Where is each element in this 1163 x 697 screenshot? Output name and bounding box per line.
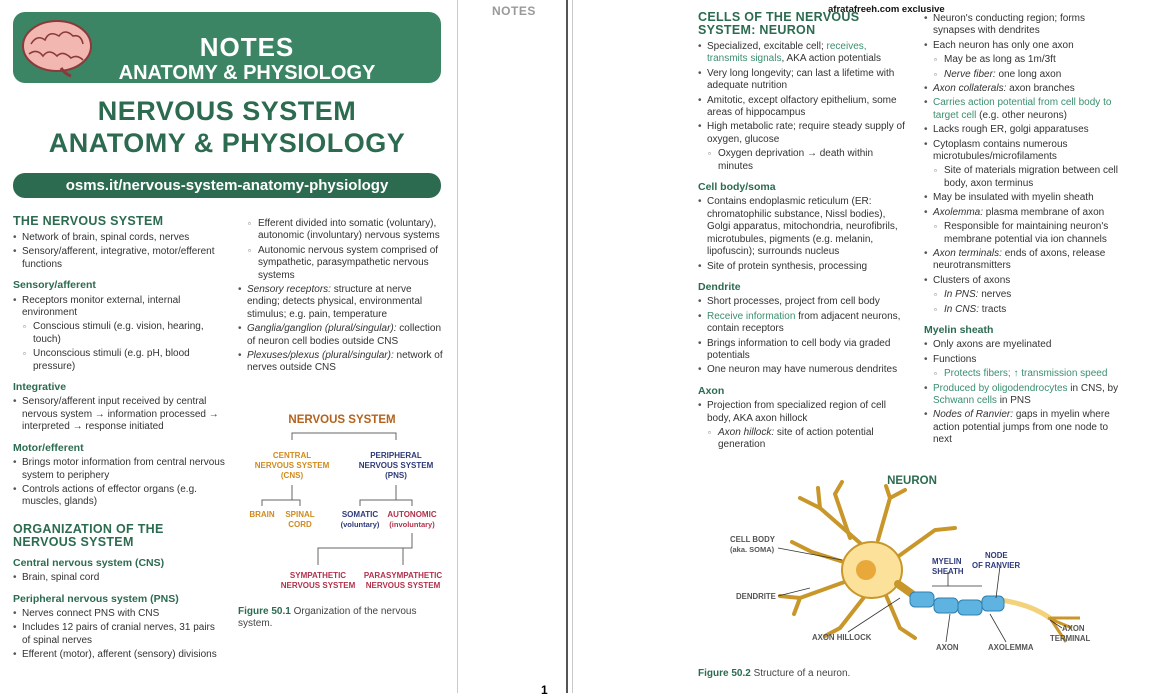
svg-text:TERMINAL: TERMINAL: [1050, 634, 1091, 643]
node-cns: CENTRAL: [272, 451, 312, 460]
svg-text:(aka. SOMA): (aka. SOMA): [730, 545, 775, 554]
label-node-ranvier: NODE: [985, 551, 1008, 560]
left-column-1: [13, 215, 225, 664]
list-item: • Projection from specialized region of cell body, AKA axon hillock: [698, 400, 906, 425]
list-item: • Axolemma: plasma membrane of axon: [924, 207, 1124, 219]
list-item: • Brain, spinal cord: [13, 572, 225, 584]
list-item: • Site of protein synthesis, processing: [698, 261, 906, 273]
svg-text:CORD: CORD: [288, 520, 312, 529]
svg-text:NERVOUS SYSTEM: NERVOUS SYSTEM: [280, 581, 356, 590]
svg-text:NERVOUS SYSTEM: NERVOUS SYSTEM: [254, 461, 330, 470]
svg-text:NERVOUS SYSTEM: NERVOUS SYSTEM: [358, 461, 434, 470]
list-item: • Functions: [924, 354, 1124, 366]
list-item: • Sensory/afferent input received by central nervous system → information processed → interpreted → response initiated: [13, 396, 225, 433]
left-column-2: [238, 218, 444, 377]
list-item: • Lacks rough ER, golgi apparatuses: [924, 124, 1124, 136]
heading-organization: ORGANIZATION OF THE NERVOUS SYSTEM: [13, 521, 164, 549]
list-item: • High metabolic rate; require steady supply of oxygen, glucose: [698, 121, 906, 146]
svg-text:(voluntary): (voluntary): [340, 520, 380, 529]
svg-text:OF RANVIER: OF RANVIER: [972, 561, 1021, 570]
svg-text:(PNS): (PNS): [385, 471, 407, 480]
svg-text:(involuntary): (involuntary): [389, 520, 435, 529]
figure-50-1-caption: Figure 50.1 Organization of the nervous system.: [238, 606, 417, 629]
heading-myelin: Myelin sheath: [924, 323, 994, 336]
heading-pns: Peripheral nervous system (PNS): [13, 592, 179, 605]
list-item: • Includes 12 pairs of cranial nerves, 31 pairs of spinal nerves: [13, 622, 225, 647]
heading-sensory: Sensory/afferent: [13, 279, 96, 292]
list-item: ▫ Responsible for maintaining neuron's membrane potential via ion channels: [924, 221, 1124, 246]
list-item: ▫ Efferent divided into somatic (voluntary), autonomic (involuntary) nervous systems: [238, 218, 444, 243]
myelin-sheath-shape: [910, 592, 1004, 615]
list-item: ▫ In CNS: tracts: [924, 304, 1124, 316]
svg-text:SHEATH: SHEATH: [932, 567, 964, 576]
svg-text:(CNS): (CNS): [280, 471, 304, 480]
list-item: ▫ Autonomic nervous system comprised of sympathetic, parasympathetic nervous systems: [238, 245, 444, 282]
list-item: • Amitotic, except olfactory epithelium, some areas of hippocampus: [698, 95, 906, 120]
list-item: • Controls actions of effector organs (e.g. muscles, glands): [13, 484, 225, 509]
list-item: • Specialized, excitable cell; receives, transmits signals, AKA action potentials: [698, 41, 906, 66]
term: Ganglia/ganglion (plural/singular):: [247, 323, 397, 335]
list-item: ▫ Conscious stimuli (e.g. vision, hearing, touch): [13, 321, 225, 346]
list-item: • Neuron's conducting region; forms synapses with dendrites: [924, 13, 1124, 38]
book-spine: [566, 0, 568, 693]
node-brain: BRAIN: [249, 510, 275, 519]
term: Plexuses/plexus (plural/singular):: [247, 350, 394, 362]
list-item: • Receptors monitor external, internal environment: [13, 295, 225, 320]
nervous-system-diagram: [238, 405, 448, 595]
list-item: ▫ May be as long as 1m/3ft: [924, 54, 1124, 66]
list-item: • Network of brain, spinal cords, nerves: [13, 232, 225, 244]
side-notes-label: NOTES: [492, 4, 536, 18]
right-column-2: [924, 13, 1124, 449]
heading-dendrite: Dendrite: [698, 280, 741, 293]
list-item: • Contains endoplasmic reticulum (ER: chromatophilic substance, Nissl bodies), Golgi apparatus, mitochondria, neurofibrils, microtubules, pigments (e.g. melanin, lipofuscin); surrounds nucleus: [698, 196, 906, 258]
page-divider: [572, 0, 573, 693]
list-item: • Axon terminals: ends of axons, release neurotransmitters: [924, 248, 1124, 273]
list-item: ▫ Nerve fiber: one long axon: [924, 69, 1124, 81]
list-item: ▫ In PNS: nerves: [924, 289, 1124, 301]
node-pns: PERIPHERAL: [370, 451, 422, 460]
label-cell-body: CELL BODY: [730, 535, 775, 544]
page-title-line1: NERVOUS SYSTEM: [97, 96, 357, 126]
list-item: • Short processes, project from cell body: [698, 296, 906, 308]
node-sympathetic: SYMPATHETIC: [289, 571, 347, 580]
heading-cells: CELLS OF THE NERVOUS SYSTEM: NEURON: [698, 10, 860, 37]
label-axon: AXON: [936, 643, 959, 652]
list-item: • Produced by oligodendrocytes in CNS, by Schwann cells in PNS: [924, 383, 1124, 408]
term: Sensory receptors:: [247, 284, 331, 296]
list-item: • Each neuron has only one axon: [924, 40, 1124, 52]
list-item: • Receive information from adjacent neurons, contain receptors: [698, 311, 906, 336]
nucleus-shape: [856, 560, 876, 580]
right-column-1: [698, 11, 906, 454]
heading-integrative: Integrative: [13, 381, 67, 394]
list-item: • Carries action potential from cell body to target cell (e.g. other neurons): [924, 97, 1124, 122]
osmosis-url-link[interactable]: osms.it/nervous-system-anatomy-physiology: [13, 173, 441, 198]
diagram-title: NERVOUS SYSTEM: [288, 414, 396, 426]
list-item: • Nerves connect PNS with CNS: [13, 608, 225, 620]
heading-axon: Axon: [698, 384, 725, 397]
list-item: • Nodes of Ranvier: gaps in myelin where action potential jumps from one node to next: [924, 409, 1124, 446]
list-item: • Sensory/afferent, integrative, motor/efferent functions: [13, 246, 225, 271]
page-title-line2: ANATOMY & PHYSIOLOGY: [48, 128, 406, 158]
list-item: • One neuron may have numerous dendrites: [698, 364, 906, 376]
list-item: • Ganglia/ganglion (plural/singular): collection of neuron cell bodies outside CNS: [238, 323, 444, 348]
list-item: • Sensory receptors: structure at nerve ending; detects physical, environmental stimulus; e.g. pain, temperature: [238, 284, 444, 321]
list-item: • Cytoplasm contains numerous microtubules/microfilaments: [924, 139, 1124, 164]
label-axon-terminal: AXON: [1062, 624, 1085, 633]
figure-50-2-caption: Figure 50.2 Structure of a neuron.: [698, 668, 851, 679]
neuron-diagram: [700, 468, 1120, 658]
list-item: • May be insulated with myelin sheath: [924, 192, 1124, 204]
heading-motor: Motor/efferent: [13, 441, 84, 454]
heading-nervous-system: THE NERVOUS SYSTEM: [13, 214, 164, 228]
watermark: afratafreeh.com exclusive: [828, 4, 945, 15]
list-item: • Brings information to cell body via graded potentials: [698, 338, 906, 363]
banner-title: NOTES: [199, 32, 295, 62]
list-item: ▫ Axon hillock: site of action potential generation: [698, 427, 906, 452]
list-item: ▫ Site of materials migration between cell body, axon terminus: [924, 165, 1124, 190]
list-item: • Only axons are myelinated: [924, 339, 1124, 351]
heading-cns: Central nervous system (CNS): [13, 556, 165, 569]
list-item: • Very long longevity; can last a lifetime with adequate nutrition: [698, 68, 906, 93]
label-myelin-sheath: MYELIN: [932, 557, 962, 566]
banner-subtitle: ANATOMY & PHYSIOLOGY: [118, 62, 376, 84]
list-item: ▫ Unconscious stimuli (e.g. pH, blood pressure): [13, 348, 225, 373]
axon-hillock-shape: [898, 584, 912, 594]
list-item: • Brings motor information from central nervous system to periphery: [13, 457, 225, 482]
page-divider: [457, 0, 458, 693]
node-spinal-cord: SPINAL: [285, 510, 315, 519]
left-page: [0, 0, 458, 693]
notes-banner: [13, 12, 441, 83]
list-item: • Plexuses/plexus (plural/singular): network of nerves outside CNS: [238, 350, 444, 375]
heading-cell-body: Cell body/soma: [698, 181, 776, 194]
node-autonomic: AUTONOMIC: [387, 510, 437, 519]
list-item: ▫ Oxygen deprivation → death within minutes: [698, 148, 906, 173]
list-item: • Axon collaterals: axon branches: [924, 83, 1124, 95]
page-number: 1: [541, 683, 548, 697]
label-axolemma: AXOLEMMA: [988, 643, 1034, 652]
node-somatic: SOMATIC: [341, 510, 379, 519]
list-item: • Clusters of axons: [924, 275, 1124, 287]
label-axon-hillock: AXON HILLOCK: [812, 633, 872, 642]
svg-text:NERVOUS SYSTEM: NERVOUS SYSTEM: [365, 581, 441, 590]
list-item: • Efferent (motor), afferent (sensory) divisions: [13, 649, 225, 661]
diagram-title: NEURON: [887, 475, 937, 487]
node-parasympathetic: PARASYMPATHETIC: [363, 571, 443, 580]
label-dendrite: DENDRITE: [736, 592, 776, 601]
list-item: ▫ Protects fibers; ↑ transmission speed: [924, 368, 1124, 380]
